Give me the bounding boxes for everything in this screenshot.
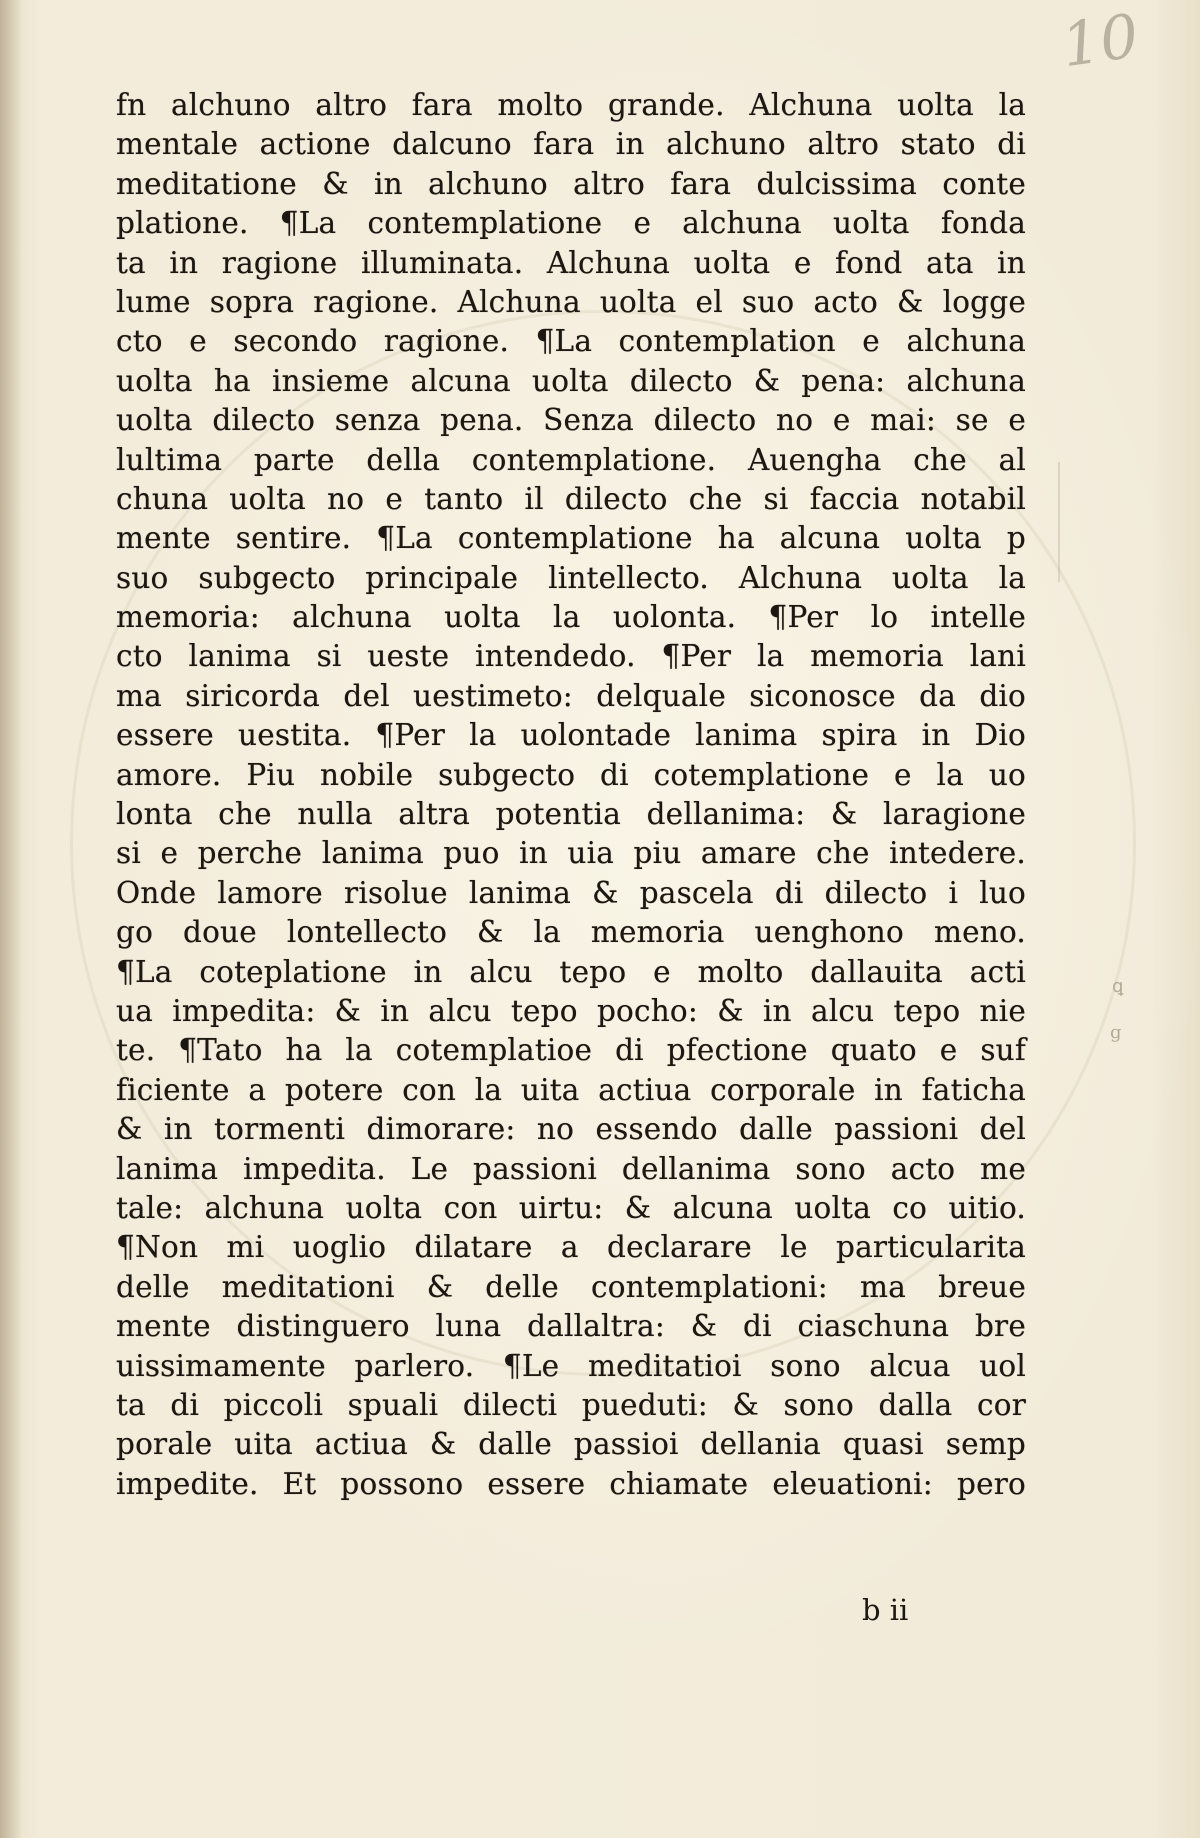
margin-mark: ꝗ xyxy=(1112,976,1124,997)
text-line: Onde lamore risolue lanima & pascela di dilecto i luo xyxy=(116,875,1026,910)
signature-mark: b ii xyxy=(862,1593,909,1627)
text-line: memoria: alchuna uolta la uolonta. ¶Per lo intelle xyxy=(116,600,1026,635)
text-line: ficiente a potere con la uita actiua corporale in faticha xyxy=(116,1072,1026,1107)
text-line: si e perche lanima puo in uia piu amare che intedere. xyxy=(116,836,1026,871)
margin-mark: g xyxy=(1110,1022,1122,1043)
text-line: chuna uolta no e tanto il dilecto che si faccia notabil xyxy=(116,481,1026,516)
text-line: ¶Non mi uoglio dilatare a declarare le particularita xyxy=(116,1230,1026,1265)
text-line: lanima impedita. Le passioni dellanima sono acto me xyxy=(116,1151,1026,1186)
text-line: meditatione & in alchuno altro fara dulcissima conte xyxy=(116,166,1026,201)
text-line: porale uita actiua & dalle passioi dellania quasi semp xyxy=(116,1427,1026,1462)
text-line: mente distinguero luna dallaltra: & di ciaschuna bre xyxy=(116,1309,1026,1344)
text-line: go doue lontellecto & la memoria uenghono meno. xyxy=(116,915,1026,950)
text-line: & in tormenti dimorare: no essendo dalle passioni del xyxy=(116,1112,1026,1147)
text-line: essere uestita. ¶Per la uolontade lanima spira in Dio xyxy=(116,718,1026,753)
folio-number: 10 xyxy=(1057,1,1143,82)
text-line: lume sopra ragione. Alchuna uolta el suo acto & logge xyxy=(116,284,1026,319)
text-line: ua impedita: & in alcu tepo pocho: & in alcu tepo nie xyxy=(116,993,1026,1028)
text-line: mentale actione dalcuno fara in alchuno altro stato di xyxy=(116,127,1026,162)
text-line: ta di piccoli spuali dilecti pueduti: & sono dalla cor xyxy=(116,1387,1026,1422)
text-line: amore. Piu nobile subgecto di cotemplatione e la uo xyxy=(116,757,1026,792)
text-line: uolta ha insieme alcuna uolta dilecto & pena: alchuna xyxy=(116,363,1026,398)
text-block xyxy=(116,86,1026,1504)
text-line: te. ¶Tato ha la cotemplatioe di pfectione quato e suf xyxy=(116,1033,1026,1068)
text-line: cto lanima si ueste intendedo. ¶Per la memoria lani xyxy=(116,639,1026,674)
text-line: ¶La coteplatione in alcu tepo e molto dallauita acti xyxy=(116,954,1026,989)
text-line: ma siricorda del uestimeto: delquale siconosce da dio xyxy=(116,678,1026,713)
text-line: mente sentire. ¶La contemplatione ha alcuna uolta p xyxy=(116,521,1026,556)
text-line: ta in ragione illuminata. Alchuna uolta e fond ata in xyxy=(116,245,1026,280)
text-line: suo subgecto principale lintellecto. Alchuna uolta la xyxy=(116,560,1026,595)
text-line: platione. ¶La contemplatione e alchuna uolta fonda xyxy=(116,206,1026,241)
text-line: lultima parte della contemplatione. Auengha che al xyxy=(116,442,1026,477)
text-line: uolta dilecto senza pena. Senza dilecto no e mai: se e xyxy=(116,403,1026,438)
text-line: uissimamente parlero. ¶Le meditatioi sono alcua uol xyxy=(116,1348,1026,1383)
text-line: delle meditationi & delle contemplationi: ma breue xyxy=(116,1269,1026,1304)
text-line: tale: alchuna uolta con uirtu: & alcuna uolta co uitio. xyxy=(116,1190,1026,1225)
text-line: cto e secondo ragione. ¶La contemplation e alchuna xyxy=(116,324,1026,359)
gutter-shadow xyxy=(0,0,22,1838)
paper-crease xyxy=(1058,462,1060,582)
text-line: impedite. Et possono essere chiamate eleuationi: pero xyxy=(116,1466,1026,1501)
text-line: fn alchuno altro fara molto grande. Alchuna uolta la xyxy=(116,88,1026,122)
text-line: lonta che nulla altra potentia dellanima: & laragione xyxy=(116,797,1026,832)
